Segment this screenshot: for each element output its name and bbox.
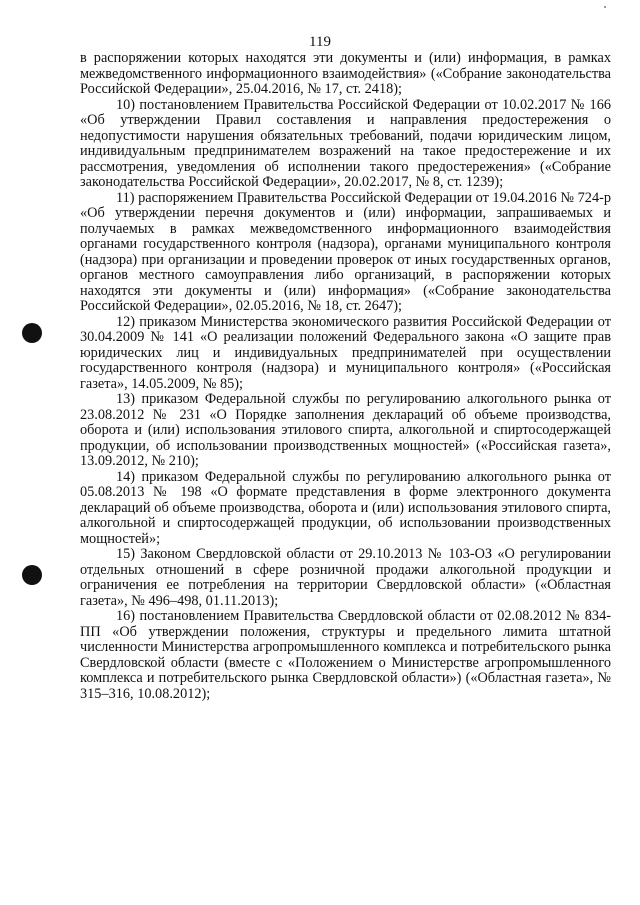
- paragraph-item-10: 10) постановлением Правительства Российской Федерации от 10.02.2017 № 166 «Об утверждении Правил составления и направления предостережения о недопустимости нарушения обязательных требований, подачи юридическим лицом, индивидуальным предпринимателем возражений на такое предостережение и их рассмотрения, уведомления об исполнении такого предостережения» («Собрание законодательства Российской Федерации», 20.02.2017, № 8, ст. 1239);: [80, 96, 611, 190]
- paragraph-item-15: 15) Законом Свердловской области от 29.10.2013 № 103-ОЗ «О регулировании отдельных отношений в сфере розничной продажи алкогольной продукции и ограничения ее потребления на территории Свердловской области» («Областная газета», № 496–498, 01.11.2013);: [80, 546, 611, 609]
- punch-hole-top: [22, 323, 42, 343]
- document-body: [80, 51, 611, 702]
- punch-hole-bottom: [22, 565, 42, 585]
- paragraph-item-12: 12) приказом Министерства экономического развития Российской Федерации от 30.04.2009 № 141 «О реализации положений Федерального закона «О защите прав юридических лиц и индивидуальных предпринимателей при осуществлении государственного контроля (надзора) и муниципального контроля» («Российская газета», 14.05.2009, № 85);: [80, 313, 611, 392]
- paragraph-item-16: 16) постановлением Правительства Свердловской области от 02.08.2012 № 834-ПП «Об утверждении положения, структуры и предельного лимита штатной численности Министерства агропромышленного комплекса и потребительского рынка Свердловской области (вместе с «Положением о Министерстве агропромышленного комплекса и потребительского рынка Свердловской области») («Областная газета», № 315–316, 10.08.2012);: [80, 608, 611, 702]
- paragraph-item-13: 13) приказом Федеральной службы по регулированию алкогольного рынка от 23.08.2012 № 231 «О Порядке заполнения деклараций об объеме производства, оборота и (или) использования этилового спирта, алкогольной и спиртосодержащей продукции, об использовании производственных мощностей» («Российская газета», 13.09.2012, № 210);: [80, 391, 611, 469]
- page-number: 119: [309, 34, 331, 50]
- scan-speck: [604, 6, 606, 8]
- paragraph-continuation: в распоряжении которых находятся эти документы и (или) информация, в рамках межведомственного информационного взаимодействия» («Собрание законодательства Российской Федерации», 25.04.2016, № 17, ст. 2418);: [80, 50, 611, 97]
- paragraph-item-14: 14) приказом Федеральной службы по регулированию алкогольного рынка от 05.08.2013 № 198 «О формате представления в форме электронного документа деклараций об объеме производства, оборота и (или) использования этилового спирта, алкогольной и спиртосодержащей продукции, об использовании производственных мощностей»;: [80, 468, 611, 547]
- paragraph-item-11: 11) распоряжением Правительства Российской Федерации от 19.04.2016 № 724-р «Об утверждении перечня документов и (или) информации, запрашиваемых и получаемых в рамках межведомственного информационного взаимодействия органами государственного контроля (надзора), органами муниципального контроля (надзора) при организации и проведении проверок от иных государственных органов, органов местного самоуправления либо организаций, в распоряжении которых находятся эти документы и (или) информация» («Собрание законодательства Российской Федерации», 02.05.2016, № 18, ст. 2647);: [80, 189, 611, 314]
